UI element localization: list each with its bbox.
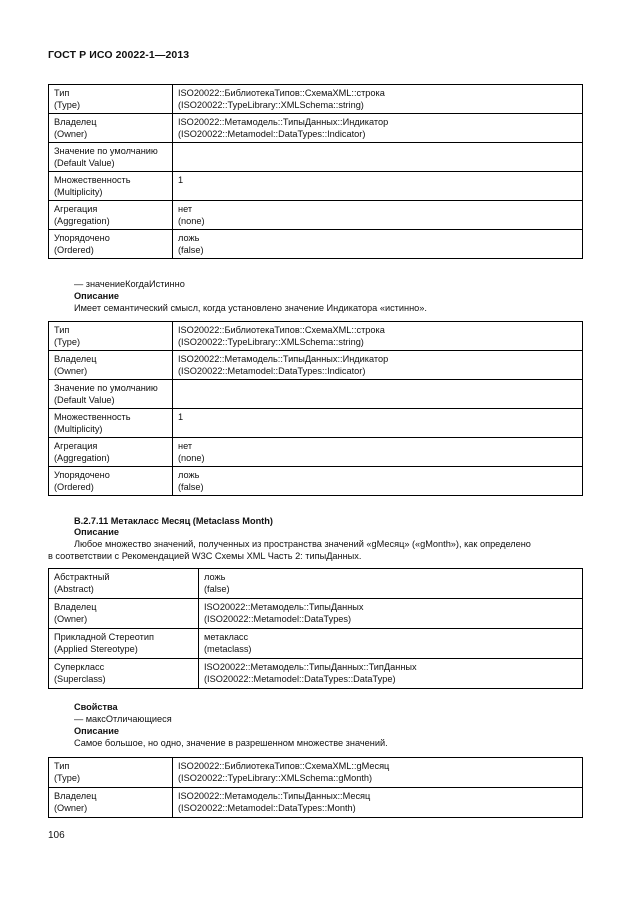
table-row: [49, 172, 583, 201]
property-value-cell: [199, 569, 583, 599]
property-value-en: (ISO20022::TypeLibrary::XMLSchema::string): [178, 100, 364, 110]
property-name-cell: [49, 599, 199, 629]
property-value-cell: [199, 629, 583, 659]
property-name-en: (Type): [54, 337, 81, 347]
property-name-cell: [49, 230, 173, 259]
property-value-en: (none): [178, 453, 205, 463]
property-name: Суперкласс: [54, 662, 105, 672]
property-name-en: (Multiplicity): [54, 424, 103, 434]
table-row: [49, 114, 583, 143]
property-value-en: (ISO20022::Metamodel::DataTypes::Indicator): [178, 129, 366, 139]
property-value: ISO20022::БиблиотекаТипов::СхемаXML::строка: [178, 88, 385, 98]
property-value-cell: [173, 85, 583, 114]
property-value-en: (ISO20022::Metamodel::DataTypes::Month): [178, 803, 356, 813]
property-name-cell: [49, 629, 199, 659]
property-value: нет: [178, 441, 193, 451]
table-row: [49, 230, 583, 259]
property-value: ISO20022::Метамодель::ТипыДанных::Месяц: [178, 791, 371, 801]
property-value: ISO20022::БиблиотекаТипов::СхемаXML::строка: [178, 325, 385, 335]
property-value-en: (ISO20022::Metamodel::DataTypes::DataType): [204, 674, 396, 684]
section-heading: B.2.7.11 Метакласс Месяц (Metaclass Month): [74, 516, 273, 526]
property-value: 1: [178, 412, 184, 422]
description-text-line-1: [74, 538, 583, 550]
table-row: [49, 569, 583, 599]
table-row: [49, 438, 583, 467]
property-name-cell: [49, 788, 173, 818]
properties-table-4: [48, 757, 583, 818]
property-value: ISO20022::Метамодель::ТипыДанных::Индикатор: [178, 354, 389, 364]
property-value-en: (ISO20022::TypeLibrary::XMLSchema::gMonth): [178, 773, 373, 783]
property-name-en: (Aggregation): [54, 453, 110, 463]
property-name: Значение по умолчанию: [54, 146, 158, 156]
property-name-en: (Superclass): [54, 674, 106, 684]
property-value-cell: [199, 599, 583, 629]
property-value-en: (false): [178, 245, 204, 255]
property-value-cell: [173, 438, 583, 467]
property-name: Тип: [54, 88, 70, 98]
property-value-cell: [173, 758, 583, 788]
property-value-en: (none): [178, 216, 205, 226]
property-name: Абстрактный: [54, 572, 110, 582]
table-row: [49, 85, 583, 114]
property-name-cell: [49, 351, 173, 380]
property-name: Тип: [54, 761, 70, 771]
property-name: Упорядочено: [54, 233, 110, 243]
property-name: Значение по умолчанию: [54, 383, 158, 393]
property-name: Владелец: [54, 117, 97, 127]
property-name-cell: [49, 172, 173, 201]
property-name-cell: [49, 758, 173, 788]
property-value: метакласс: [204, 632, 249, 642]
table-row: [49, 409, 583, 438]
property-name-en: (Applied Stereotype): [54, 644, 138, 654]
property-name-cell: [49, 114, 173, 143]
property-value-cell: [173, 230, 583, 259]
table-row: [49, 380, 583, 409]
property-value: ложь: [204, 572, 226, 582]
property-value: ISO20022::Метамодель::ТипыДанных: [204, 602, 364, 612]
property-value-cell: [173, 409, 583, 438]
property-name-en: (Type): [54, 773, 81, 783]
property-name: Тип: [54, 325, 70, 335]
property-value-cell: [173, 172, 583, 201]
property-name-cell: [49, 467, 173, 496]
property-value-en: (metaclass): [204, 644, 252, 654]
property-name-en: (Owner): [54, 129, 88, 139]
property-name-en: (Owner): [54, 803, 88, 813]
property-name-cell: [49, 569, 199, 599]
property-value: 1: [178, 175, 184, 185]
table-row: [49, 758, 583, 788]
description-text: Имеет семантический смысл, когда установлено значение Индикатора «истинно».: [74, 303, 427, 313]
property-value: ISO20022::Метамодель::ТипыДанных::Индикатор: [178, 117, 389, 127]
property-item: — значениеКогдаИстинно: [74, 279, 185, 289]
property-value-cell: [173, 114, 583, 143]
property-value-cell: [173, 351, 583, 380]
property-name-cell: [49, 143, 173, 172]
property-name-en: (Owner): [54, 366, 88, 376]
property-name-en: (Ordered): [54, 482, 94, 492]
property-value-cell: [173, 322, 583, 351]
property-name-en: (Multiplicity): [54, 187, 103, 197]
property-name: Владелец: [54, 602, 97, 612]
property-value-cell: [173, 788, 583, 818]
property-name: Множественность: [54, 412, 131, 422]
description-heading: Описание: [74, 726, 119, 736]
property-value-en: (false): [178, 482, 204, 492]
property-name-en: (Aggregation): [54, 216, 110, 226]
property-name: Агрегация: [54, 204, 98, 214]
property-value-en: (ISO20022::Metamodel::DataTypes): [204, 614, 352, 624]
property-value: ISO20022::Метамодель::ТипыДанных::ТипДанных: [204, 662, 417, 672]
property-name-cell: [49, 380, 173, 409]
properties-table-2: [48, 321, 583, 496]
property-value-cell: [173, 143, 583, 172]
table-row: [49, 599, 583, 629]
property-name: Владелец: [54, 354, 97, 364]
property-name-cell: [49, 201, 173, 230]
page-number: 106: [48, 830, 65, 841]
table-row: [49, 467, 583, 496]
property-name: Прикладной Стереотип: [54, 632, 154, 642]
document-header: ГОСТ Р ИСО 20022-1—2013: [48, 49, 190, 61]
properties-table-3: [48, 568, 583, 689]
table-row: [49, 322, 583, 351]
properties-heading: Свойства: [74, 702, 118, 712]
property-value-en: (ISO20022::TypeLibrary::XMLSchema::string): [178, 337, 364, 347]
property-value-en: (ISO20022::Metamodel::DataTypes::Indicator): [178, 366, 366, 376]
description-heading: Описание: [74, 527, 119, 537]
property-name-en: (Default Value): [54, 158, 115, 168]
property-name-cell: [49, 322, 173, 351]
table-row: [49, 351, 583, 380]
description-text-line-2: в соответствии с Рекомендацией W3C Схемы XML Часть 2: типыДанных.: [48, 551, 362, 561]
property-name-en: (Abstract): [54, 584, 94, 594]
property-value: ISO20022::БиблиотекаТипов::СхемаXML::gМесяц: [178, 761, 390, 771]
property-item: — максОтличающиеся: [74, 714, 172, 724]
description-text: Любое множество значений, полученных из пространства значений «gМесяц» («gMonth»), как определено: [74, 539, 531, 549]
table-row: [49, 788, 583, 818]
property-name-en: (Ordered): [54, 245, 94, 255]
property-name-cell: [49, 659, 199, 689]
property-name-cell: [49, 85, 173, 114]
property-value: нет: [178, 204, 193, 214]
table-row: [49, 143, 583, 172]
description-text: Самое большое, но одно, значение в разрешенном множестве значений.: [74, 738, 388, 748]
property-value-cell: [173, 467, 583, 496]
table-row: [49, 629, 583, 659]
property-name-en: (Owner): [54, 614, 88, 624]
property-value-cell: [173, 201, 583, 230]
property-value: ложь: [178, 470, 200, 480]
property-value-cell: [199, 659, 583, 689]
property-value-cell: [173, 380, 583, 409]
table-row: [49, 659, 583, 689]
property-value: ложь: [178, 233, 200, 243]
property-name-cell: [49, 438, 173, 467]
description-heading: Описание: [74, 291, 119, 301]
property-name-en: (Type): [54, 100, 81, 110]
property-name: Множественность: [54, 175, 131, 185]
property-name: Упорядочено: [54, 470, 110, 480]
property-name-en: (Default Value): [54, 395, 115, 405]
property-name: Владелец: [54, 791, 97, 801]
property-name: Агрегация: [54, 441, 98, 451]
properties-table-1: [48, 84, 583, 259]
table-row: [49, 201, 583, 230]
property-value-en: (false): [204, 584, 230, 594]
property-name-cell: [49, 409, 173, 438]
